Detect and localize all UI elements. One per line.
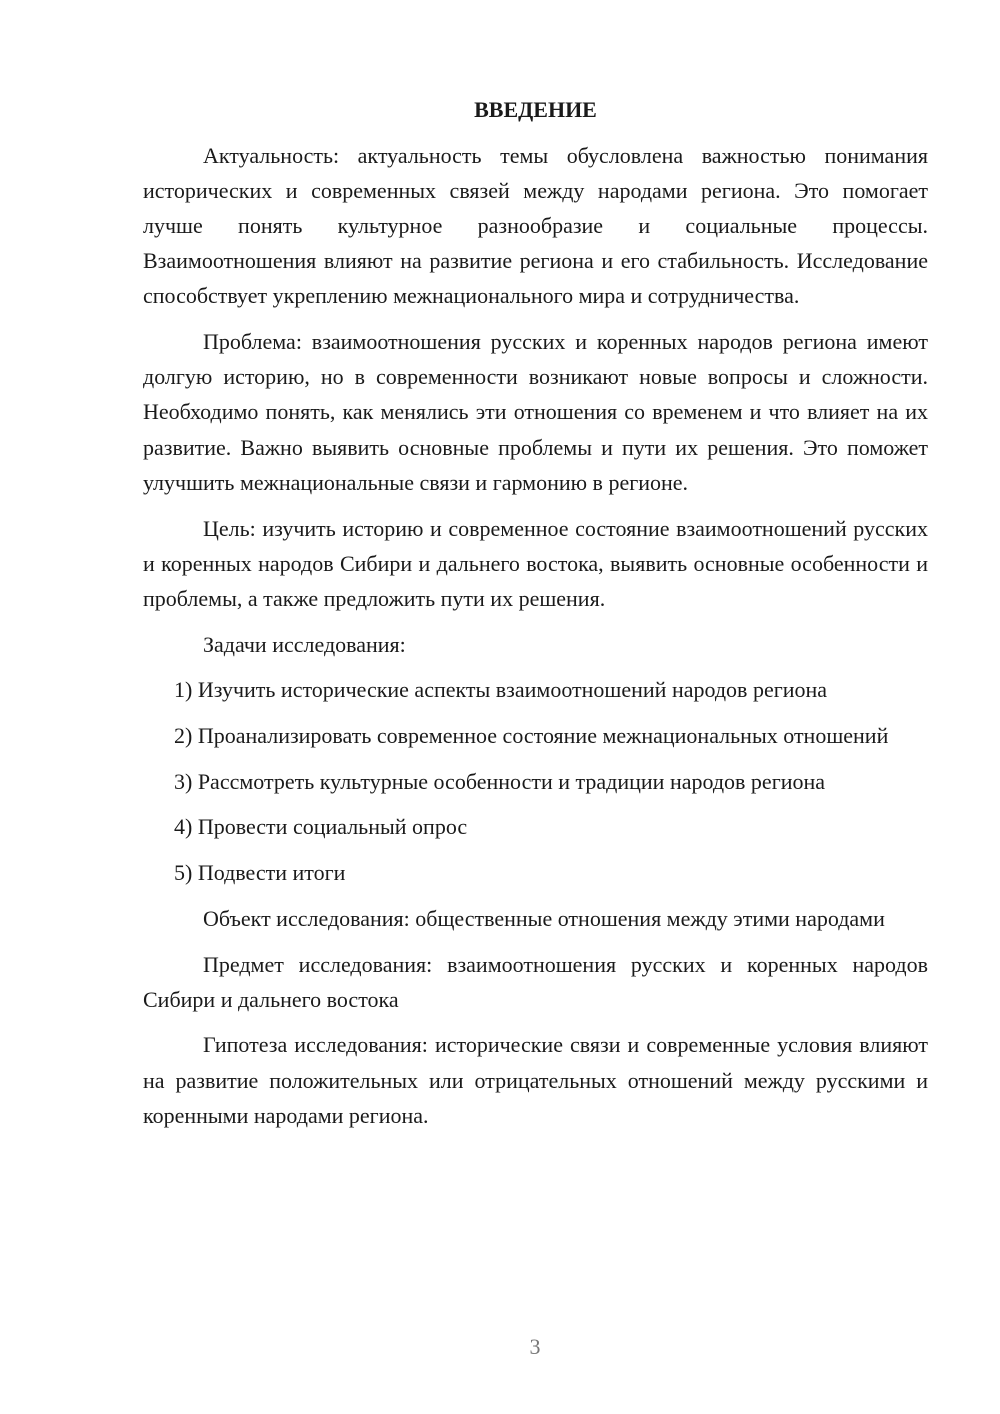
task-item-5: 5) Подвести итоги — [174, 860, 346, 886]
paragraph-object: Объект исследования: общественные отношения между этими народами — [203, 905, 885, 931]
paragraph-relevance: Актуальность: актуальность темы обусловлена важностью понимания исторических и современных связей между народами региона. Это помогает лучше понять культурное разнообразие и социальные процессы. Взаимоотношения влияют на развитие региона и его стабильность. Исследование способствует укреплению межнационального мира и сотрудничества. — [143, 142, 928, 309]
task-item-3: 3) Рассмотреть культурные особенности и традиции народов региона — [174, 768, 826, 794]
task-item-1: 1) Изучить исторические аспекты взаимоотношений народов региона — [174, 677, 828, 703]
document-page — [143, 92, 928, 1133]
paragraph-hypothesis: Гипотеза исследования: исторические связи и современные условия влияют на развитие положительных или отрицательных отношений между русскими и коренными народами региона. — [143, 1032, 928, 1128]
paragraph-problem: Проблема: взаимоотношения русских и коренных народов региона имеют долгую историю, но в современности возникают новые вопросы и сложности. Необходимо понять, как менялись эти отношения со временем и что влияет на их развитие. Важно выявить основные проблемы и пути их решения. Это поможет улучшить межнациональные связи и гармонию в регионе. — [143, 329, 928, 495]
page-number: 3 — [529, 1334, 541, 1359]
task-item-4: 4) Провести социальный опрос — [174, 814, 468, 840]
page-title: ВВЕДЕНИЕ — [474, 97, 597, 122]
task-item-2: 2) Проанализировать современное состояние межнациональных отношений — [174, 723, 889, 749]
tasks-title: Задачи исследования: — [203, 631, 406, 657]
paragraph-subject: Предмет исследования: взаимоотношения русских и коренных народов Сибири и дальнего востока — [143, 951, 928, 1012]
paragraph-goal: Цель: изучить историю и современное состояние взаимоотношений русских и коренных народов Сибири и дальнего востока, выявить основные особенности и проблемы, а также предложить пути их решения. — [143, 515, 928, 611]
